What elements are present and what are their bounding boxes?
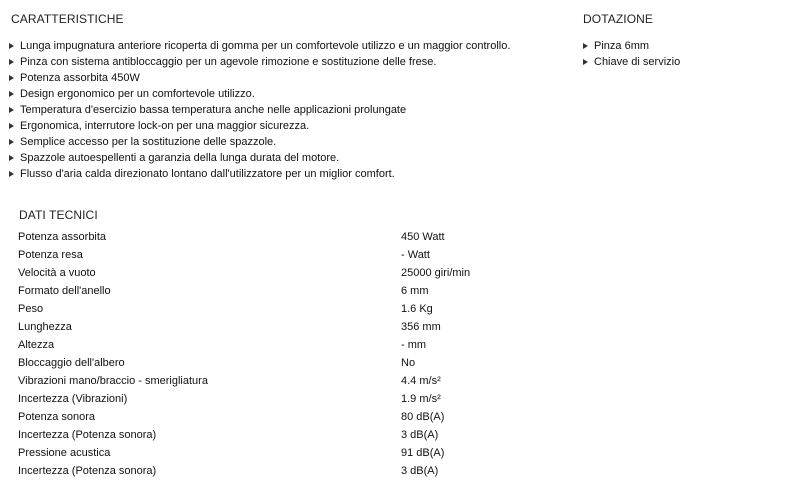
spec-value: 1.6 Kg xyxy=(401,303,433,315)
feature-text: Flusso d'aria calda direzionato lontano dall'utilizzatore per un miglior comfort. xyxy=(20,168,395,180)
spec-value: No xyxy=(401,357,416,369)
spec-label: Potenza resa xyxy=(18,249,83,261)
table-row xyxy=(18,408,601,426)
spec-label: Incertezza (Vibrazioni) xyxy=(18,393,128,405)
spec-value: 6 mm xyxy=(401,285,429,297)
spec-label: Pressione acustica xyxy=(18,447,111,459)
spec-value: 3 dB(A) xyxy=(401,429,439,441)
bullet-arrow-icon xyxy=(583,59,588,65)
spec-label: Vibrazioni mano/braccio - smerigliatura xyxy=(18,375,208,387)
table-row xyxy=(18,354,601,372)
list-item xyxy=(9,70,510,86)
spec-value: 25000 giri/min xyxy=(401,267,471,279)
table-row xyxy=(18,264,601,282)
bullet-arrow-icon xyxy=(9,91,14,97)
feature-text: Spazzole autoespellenti a garanzia della lunga durata del motore. xyxy=(20,152,340,164)
table-row xyxy=(18,390,601,408)
list-item xyxy=(9,118,510,134)
bullet-arrow-icon xyxy=(9,171,14,177)
list-item xyxy=(9,86,510,102)
spec-label: Formato dell'anello xyxy=(18,285,111,297)
spec-label: Lunghezza xyxy=(18,321,72,333)
equipment-text: Chiave di servizio xyxy=(594,56,681,68)
feature-text: Design ergonomico per un comfortevole utilizzo. xyxy=(20,88,255,100)
spec-value: 3 dB(A) xyxy=(401,465,439,477)
spec-label: Potenza assorbita xyxy=(18,231,107,243)
feature-text: Semplice accesso per la sostituzione delle spazzole. xyxy=(20,136,277,148)
spec-label: Peso xyxy=(18,303,44,315)
feature-text: Ergonomica, interrutore lock-on per una maggior sicurezza. xyxy=(20,120,310,132)
bullet-arrow-icon xyxy=(9,123,14,129)
list-item xyxy=(9,102,510,118)
table-row xyxy=(18,426,601,444)
equipment-list xyxy=(583,38,680,70)
table-row xyxy=(18,372,601,390)
table-row xyxy=(18,462,601,480)
features-title: CARATTERISTICHE xyxy=(11,12,124,26)
list-item xyxy=(9,54,510,70)
spec-value: 450 Watt xyxy=(401,231,445,243)
spec-value: 356 mm xyxy=(401,321,441,333)
bullet-arrow-icon xyxy=(9,107,14,113)
spec-value: 80 dB(A) xyxy=(401,411,445,423)
feature-text: Temperatura d'esercizio bassa temperatura anche nelle applicazioni prolungate xyxy=(20,104,407,116)
spec-value: 1.9 m/s² xyxy=(401,393,441,405)
bullet-arrow-icon xyxy=(9,59,14,65)
bullet-arrow-icon xyxy=(9,155,14,161)
table-row xyxy=(18,300,601,318)
specs-title: DATI TECNICI xyxy=(19,208,98,222)
features-list xyxy=(9,38,510,182)
table-row xyxy=(18,444,601,462)
bullet-arrow-icon xyxy=(9,139,14,145)
list-item xyxy=(9,134,510,150)
equipment-text: Pinza 6mm xyxy=(594,40,650,52)
list-item xyxy=(9,166,510,182)
specs-table xyxy=(18,228,601,480)
bullet-arrow-icon xyxy=(9,43,14,49)
spec-label: Incertezza (Potenza sonora) xyxy=(18,429,157,441)
spec-value: 4.4 m/s² xyxy=(401,375,441,387)
equipment-title: DOTAZIONE xyxy=(583,12,654,26)
feature-text: Pinza con sistema antibloccaggio per un agevole rimozione e sostituzione delle frese. xyxy=(20,56,437,68)
spec-value: 91 dB(A) xyxy=(401,447,445,459)
spec-label: Potenza sonora xyxy=(18,411,96,423)
spec-label: Incertezza (Potenza sonora) xyxy=(18,465,157,477)
list-item xyxy=(9,150,510,166)
spec-label: Velocità a vuoto xyxy=(18,267,96,279)
spec-label: Altezza xyxy=(18,339,55,351)
table-row xyxy=(18,336,601,354)
spec-label: Bloccaggio dell'albero xyxy=(18,357,125,369)
list-item xyxy=(583,38,680,54)
spec-value: - Watt xyxy=(401,249,430,261)
table-row xyxy=(18,318,601,336)
list-item xyxy=(583,54,680,70)
feature-text: Potenza assorbita 450W xyxy=(20,72,140,84)
bullet-arrow-icon xyxy=(9,75,14,81)
spec-value: - mm xyxy=(401,339,427,351)
table-row xyxy=(18,228,601,246)
table-row xyxy=(18,282,601,300)
table-row xyxy=(18,246,601,264)
list-item xyxy=(9,38,510,54)
feature-text: Lunga impugnatura anteriore ricoperta di gomma per un comfortevole utilizzo e un maggior controllo. xyxy=(20,40,511,52)
bullet-arrow-icon xyxy=(583,43,588,49)
